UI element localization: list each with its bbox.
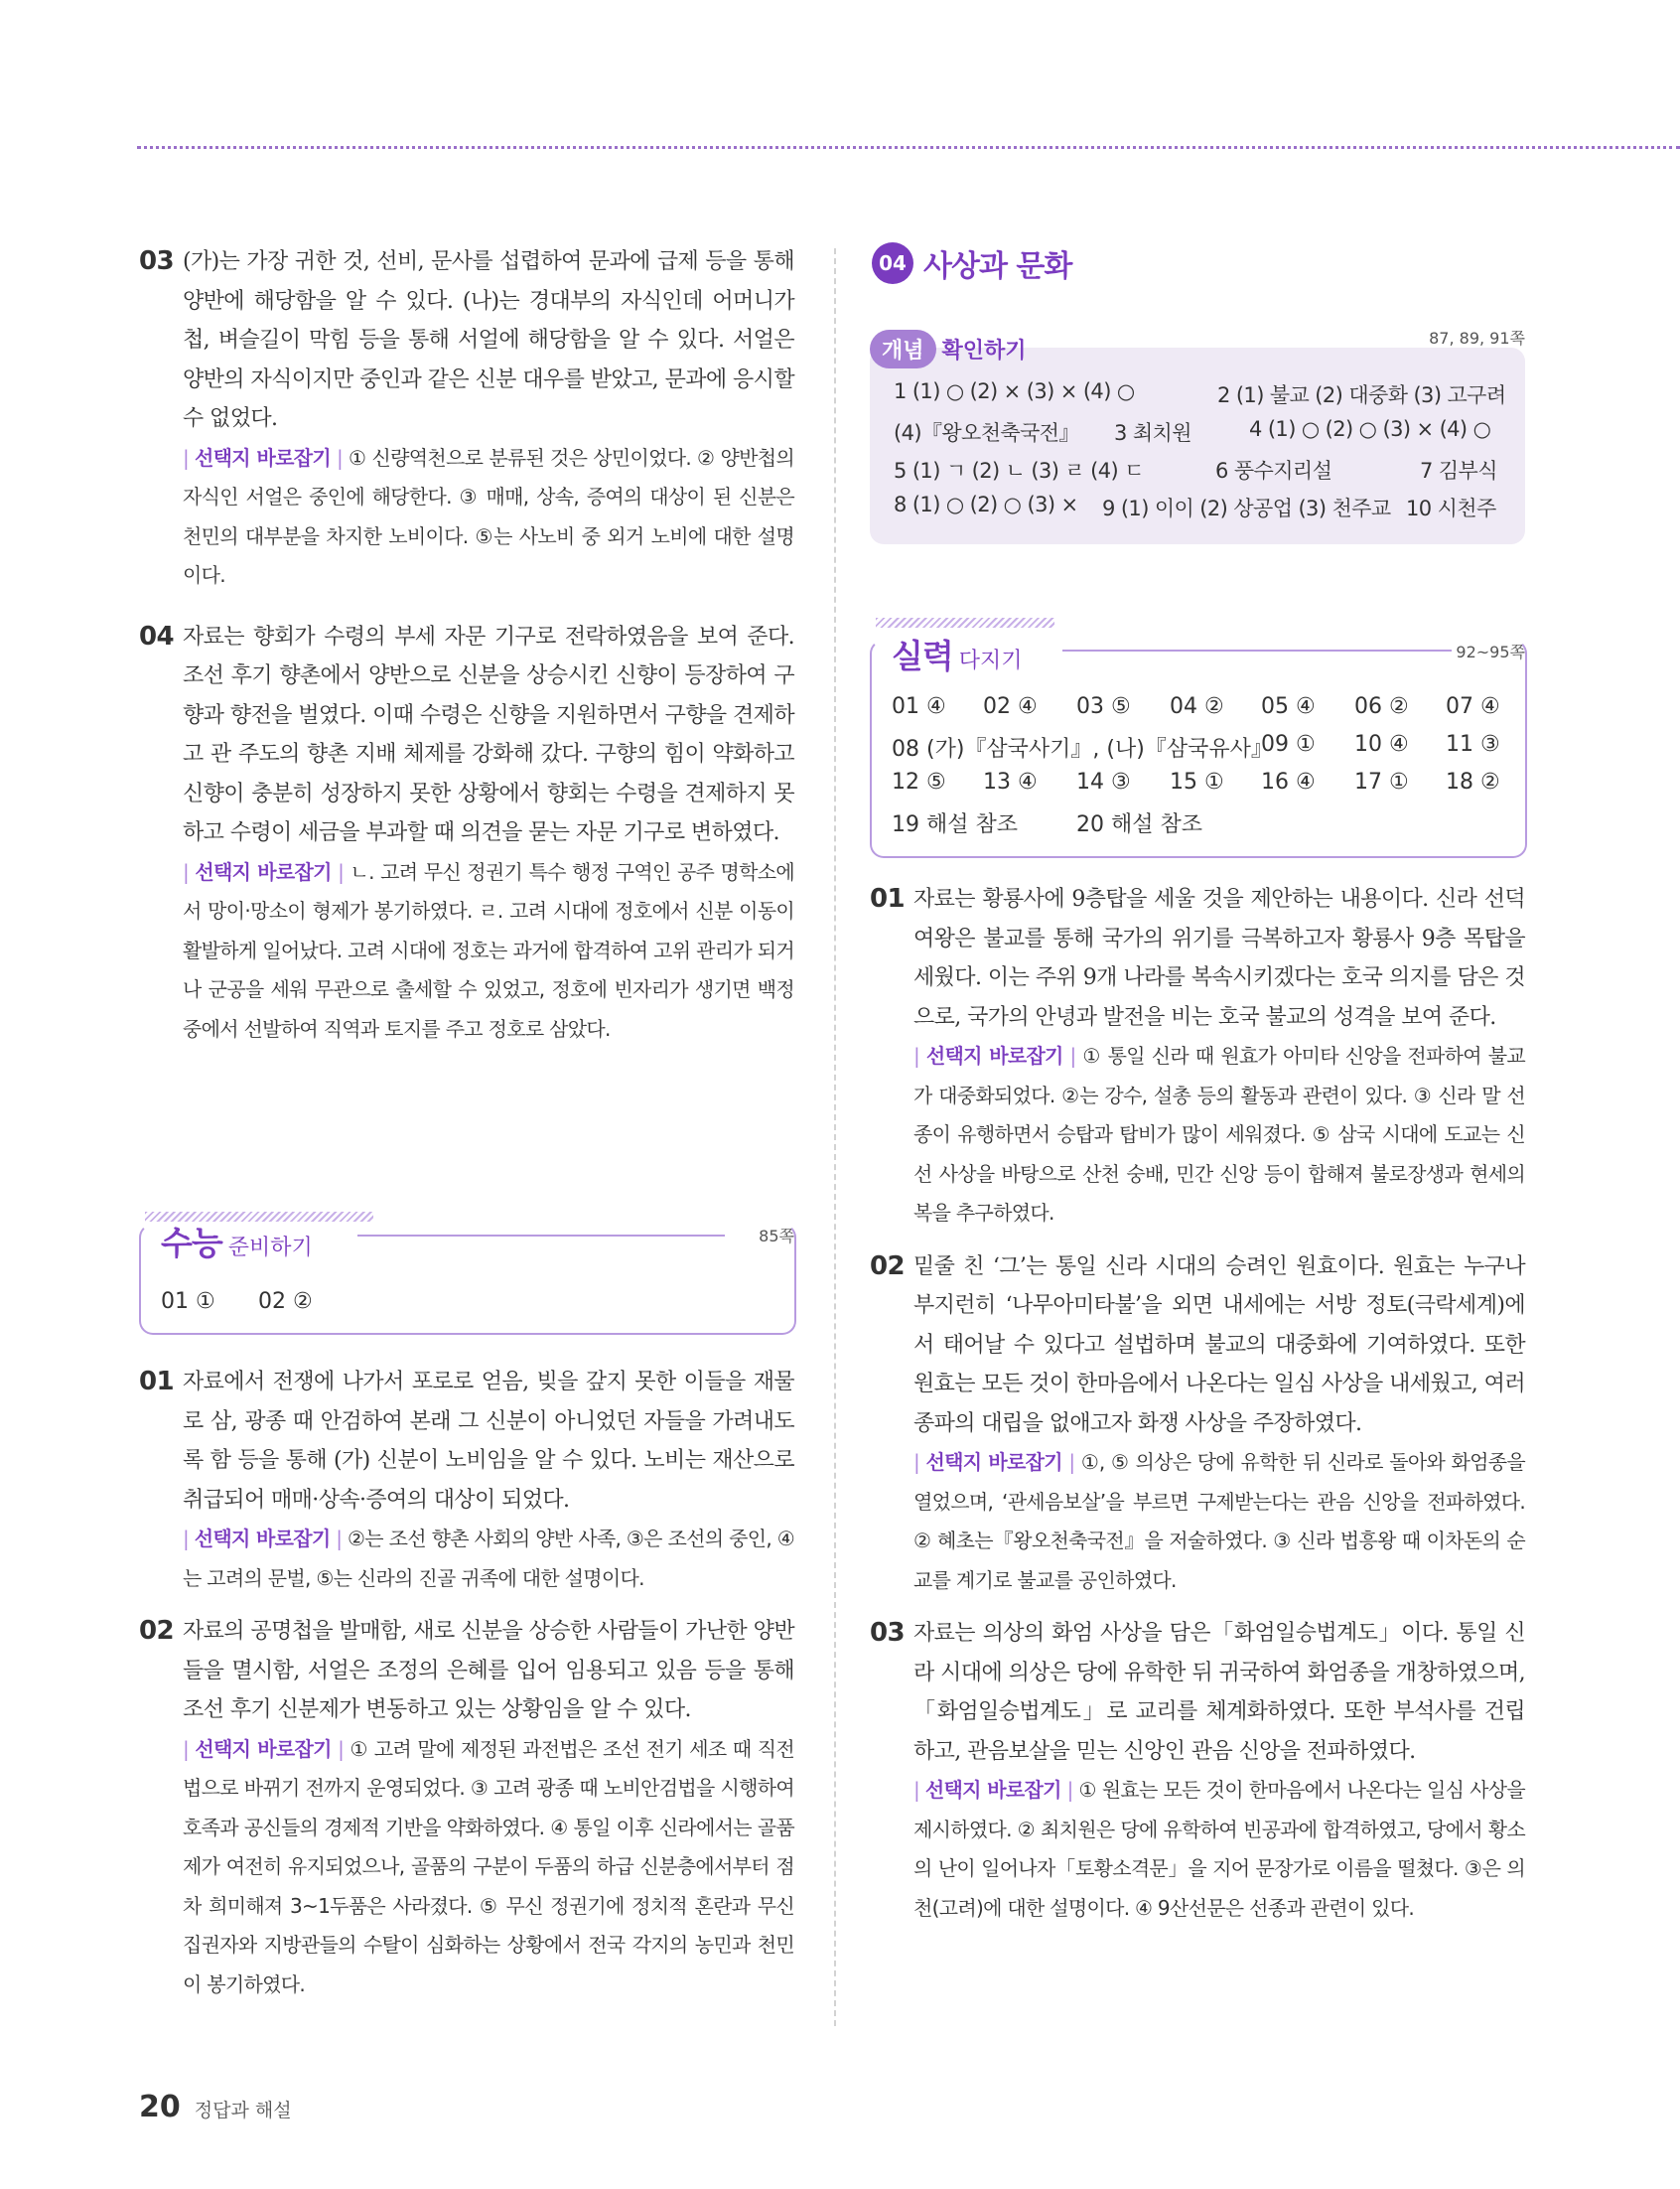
hatch-decoration	[876, 618, 1054, 628]
skill-answer: 09 ①	[1261, 732, 1316, 757]
page-number: 20	[139, 2090, 181, 2124]
choice-correction-text: ① 고려 말에 제정된 과전법은 조선 전기 세조 때 직전법으로 바뀌기 전까지 운영되었다. ③ 고려 광종 때 노비안검법을 시행하여 호족과 공신들의 경제적 기반을 약화하였다. ④ 통일 이후 신라에서는 골품제가 여전히 유지되었으나, 골품의 구분이 두품의 하급 신분층에서부터 점차 희미해져 3~1두품은 사라졌다. ⑤ 무신 정권기에 정치적 혼란과 무신 집권자와 지방관들의 수탈이 심화하는 상황에서 전국 각지의 농민과 천민이 봉기하였다.	[183, 1736, 795, 1996]
suneung-explanations	[139, 1363, 794, 2004]
concept-title	[870, 324, 1027, 373]
answer-explanation	[870, 1614, 1525, 1771]
question-number: 03	[139, 246, 174, 276]
section-title: 사상과 문화	[923, 249, 1072, 284]
explanation-text: 자료에서 전쟁에 나가서 포로로 얻음, 빚을 갚지 못한 이들을 재물로 삼, 광종 때 안검하여 본래 그 신분이 아니었던 자들을 가려내도록 함 등을 통해 (가) 신분이 노비임을 알 수 있다. 노비는 재산으로 취급되어 매매·상속·증여의 대상이 되었다.	[183, 1370, 794, 1513]
skill-answer: 02 ④	[983, 694, 1038, 719]
answer-item	[870, 880, 1525, 1234]
answer-explanation	[139, 618, 794, 853]
choice-correction-tag: 선택지 바로잡기	[195, 859, 332, 884]
concept-answer: 5 (1) ㄱ (2) ㄴ (3) ㄹ (4) ㄷ	[894, 459, 1144, 483]
section-heading	[872, 241, 1071, 285]
concept-answer: 2 (1) 불교 (2) 대중화 (3) 고구려	[1217, 383, 1506, 407]
skill-answer: 17 ①	[1354, 770, 1409, 795]
skill-answer: 20 해설 참조	[1076, 812, 1202, 837]
skill-answer: 13 ④	[983, 770, 1038, 795]
choice-correction: | 선택지 바로잡기 | ① 고려 말에 제정된 과전법은 조선 전기 세조 때 직전법으로 바뀌기 전까지 운영되었다. ③ 고려 광종 때 노비안검법을 시행하여 호족과 공신들의 경제적 기반을 약화하였다. ④ 통일 이후 신라에서는 골품제가 여전히 유지되었으나, 골품의 구분이 두품의 하급 신분층에서부터 점차 희미해져 3~1두품은 사라졌다. ⑤ 무신 정권기에 정치적 혼란과 무신 집권자와 지방관들의 수탈이 심화하는 상황에서 전국 각지의 농민과 천민이 봉기하였다.	[183, 1736, 795, 1996]
suneung-answer: 02 ②	[258, 1289, 313, 1314]
skill-answer: 18 ②	[1446, 770, 1500, 795]
choice-correction: | 선택지 바로잡기 | ① 신량역천으로 분류된 것은 상민이었다. ② 양반첩의 자식인 서얼은 중인에 해당한다. ③ 매매, 상속, 증여의 대상이 된 신분은 천민의 대부분을 차지한 노비이다. ⑤는 사노비 중 외거 노비에 대한 설명이다.	[183, 445, 795, 587]
question-number: 02	[139, 1616, 174, 1646]
concept-answer: 10 시천주	[1406, 497, 1496, 520]
skill-answer: 04 ②	[1170, 694, 1224, 719]
explanation-text: 자료는 의상의 화엄 사상을 담은「화엄일승법계도」이다. 통일 신라 시대에 의상은 당에 유학한 뒤 귀국하여 화엄종을 개창하였으며,「화엄일승법계도」로 교리를 체계화하였다. 또한 부석사를 건립하고, 관음보살을 믿는 신앙인 관음 신앙을 전파하였다.	[913, 1621, 1525, 1764]
choice-correction-tag: 선택지 바로잡기	[924, 1778, 1061, 1802]
footer-label: 정답과 해설	[194, 2100, 292, 2121]
right-answer-block	[870, 880, 1525, 1928]
choice-correction-text: ①, ⑤ 의상은 당에 유학한 뒤 신라로 돌아와 화엄종을 열었으며, ‘관세음보살’을 부르면 구제받는다는 관음 신앙을 전파하였다. ② 혜초는『왕오천축국전』을 저술하였다. ③ 신라 법흥왕 때 이차돈의 순교를 계기로 불교를 공인하였다.	[913, 1450, 1525, 1592]
skill-title-sub: 다지기	[958, 649, 1023, 673]
choice-correction-tag: 선택지 바로잡기	[195, 1736, 332, 1761]
skill-answer: 06 ②	[1354, 694, 1409, 719]
explanation-text: 밑줄 친 ‘그’는 통일 신라 시대의 승려인 원효이다. 원효는 누구나 부지런히 ‘나무아미타불’을 외면 내세에는 서방 정토(극락세계)에서 태어날 수 있다고 설법하며 불교의 대중화에 기여하였다. 또한 원효는 모든 것이 한마음에서 나온다는 일심 사상을 내세웠고, 여러 종파의 대립을 없애고자 화쟁 사상을 주장하였다.	[913, 1253, 1525, 1436]
top-dotted-rule	[137, 146, 1680, 149]
answer-explanation	[870, 1247, 1525, 1444]
choice-correction-tag: 선택지 바로잡기	[925, 1450, 1062, 1474]
concept-answer: 9 (1) 이이 (2) 상공업 (3) 천주교	[1102, 497, 1391, 520]
skill-answer: 03 ⑤	[1076, 694, 1131, 719]
question-number: 04	[139, 621, 174, 652]
explanation-text: (가)는 가장 귀한 것, 선비, 문사를 섭렵하여 문과에 급제 등을 통해 양반에 해당함을 알 수 있다. (나)는 경대부의 자식인데 어머니가 첩, 벼슬길이 막힘 등을 통해 서얼에 해당함을 알 수 있다. 서얼은 양반의 자식이지만 중인과 같은 신분 대우를 받았고, 문과에 응시할 수 없었다.	[183, 249, 794, 431]
answer-item	[139, 618, 794, 1050]
suneung-title-sub: 준비하기	[227, 1236, 313, 1260]
choice-correction: | 선택지 바로잡기 | ②는 조선 향촌 사회의 양반 사족, ③은 조선의 중인, ④는 고려의 문벌, ⑤는 신라의 진골 귀족에 대한 설명이다.	[183, 1527, 794, 1590]
concept-answer: 8 (1) ○ (2) ○ (3) ×	[894, 493, 1078, 516]
suneung-answer: 01 ①	[161, 1289, 215, 1314]
question-number: 01	[139, 1367, 174, 1396]
concept-answer: 4 (1) ○ (2) ○ (3) × (4) ○	[1249, 417, 1491, 441]
answer-explanation	[139, 1612, 794, 1730]
choice-correction-text: ① 원효는 모든 것이 한마음에서 나온다는 일심 사상을 제시하였다. ② 최치원은 당에 유학하여 빈공과에 합격하였고, 당에서 황소의 난이 일어나자「토황소격문」을 지어 문장가로 이름을 떨쳤다. ③은 의천(고려)에 대한 설명이다. ④ 9산선문은 선종과 관련이 있다.	[913, 1778, 1525, 1920]
skill-title-main: 실력	[892, 637, 953, 675]
choice-correction: | 선택지 바로잡기 | ① 원효는 모든 것이 한마음에서 나온다는 일심 사상을 제시하였다. ② 최치원은 당에 유학하여 빈공과에 합격하였고, 당에서 황소의 난이 일어나자「토황소격문」을 지어 문장가로 이름을 떨쳤다. ③은 의천(고려)에 대한 설명이다. ④ 9산선문은 선종과 관련이 있다.	[913, 1778, 1525, 1920]
concept-pill: 개념	[870, 330, 936, 368]
skill-answer: 12 ⑤	[892, 770, 946, 795]
skill-answer: 10 ④	[1354, 732, 1409, 757]
choice-correction-tag: 선택지 바로잡기	[194, 1527, 331, 1550]
question-number: 01	[870, 884, 905, 914]
column-divider	[834, 248, 836, 2026]
skill-answer: 16 ④	[1261, 770, 1316, 795]
choice-correction-text: ②는 조선 향촌 사회의 양반 사족, ③은 조선의 중인, ④는 고려의 문벌, ⑤는 신라의 진골 귀족에 대한 설명이다.	[183, 1527, 794, 1590]
choice-correction: | 선택지 바로잡기 | ① 통일 신라 때 원효가 아미타 신앙을 전파하여 불교가 대중화되었다. ②는 강수, 설총 등의 활동과 관련이 있다. ③ 신라 말 선종이 유행하면서 승탑과 탑비가 많이 세워졌다. ⑤ 삼국 시대에 도교는 신선 사상을 바탕으로 산천 숭배, 민간 신앙 등이 합해져 불로장생과 현세의 복을 추구하였다.	[913, 1044, 1525, 1225]
skill-answer: 19 해설 참조	[892, 812, 1018, 837]
page-footer	[139, 2090, 292, 2124]
question-number: 02	[870, 1250, 905, 1281]
skill-header-line	[1062, 650, 1452, 652]
skill-answer: 15 ①	[1170, 770, 1224, 795]
answer-item	[870, 1247, 1525, 1601]
concept-answer: 1 (1) ○ (2) × (3) × (4) ○	[894, 379, 1135, 403]
answer-explanation	[870, 880, 1525, 1037]
explanation-text: 자료는 황룡사에 9층탑을 세울 것을 제안하는 내용이다. 신라 선덕 여왕은 불교를 통해 국가의 위기를 극복하고자 황룡사 9층 목탑을 세웠다. 이는 주위 9개 나라를 복속시키겠다는 호국 의지를 담은 것으로, 국가의 안녕과 발전을 비는 호국 불교의 성격을 보여 준다.	[913, 887, 1525, 1030]
explanation-text: 자료는 향회가 수령의 부세 자문 기구로 전락하였음을 보여 준다. 조선 후기 향촌에서 양반으로 신분을 상승시킨 신향이 등장하여 구향과 향전을 벌였다. 이때 수령은 신향을 지원하면서 구향을 견제하고 관 주도의 향촌 지배 체제를 강화해 갔다. 구향의 힘이 약화하고 신향이 충분히 성장하지 못한 상황에서 향회는 수령을 견제하지 못하고 수령이 세금을 부과할 때 의견을 묻는 자문 기구로 변하였다.	[183, 624, 794, 845]
skill-answer: 14 ③	[1076, 770, 1131, 795]
left-answer-block	[139, 242, 794, 1049]
concept-pages: 87, 89, 91쪽	[1429, 329, 1525, 348]
suneung-pages: 85쪽	[759, 1227, 794, 1245]
concept-answer: 3 최치원	[1114, 421, 1191, 445]
skill-answer: 01 ④	[892, 694, 946, 719]
concept-answer: 7 김부식	[1420, 459, 1497, 483]
concept-answer: 6 풍수지리설	[1215, 459, 1332, 483]
choice-correction: | 선택지 바로잡기 | ①, ⑤ 의상은 당에 유학한 뒤 신라로 돌아와 화엄종을 열었으며, ‘관세음보살’을 부르면 구제받는다는 관음 신앙을 전파하였다. ② 혜초는『왕오천축국전』을 저술하였다. ③ 신라 법흥왕 때 이차돈의 순교를 계기로 불교를 공인하였다.	[913, 1450, 1525, 1592]
choice-correction-tag: 선택지 바로잡기	[195, 445, 331, 470]
answer-explanation	[139, 1363, 794, 1520]
choice-correction-text: ① 통일 신라 때 원효가 아미타 신앙을 전파하여 불교가 대중화되었다. ②는 강수, 설총 등의 활동과 관련이 있다. ③ 신라 말 선종이 유행하면서 승탑과 탑비가 많이 세워졌다. ⑤ 삼국 시대에 도교는 신선 사상을 바탕으로 산천 숭배, 민간 신앙 등이 합해져 불로장생과 현세의 복을 추구하였다.	[913, 1044, 1525, 1225]
skill-title	[892, 631, 1023, 677]
answer-item	[139, 242, 794, 596]
skill-pages: 92~95쪽	[1456, 643, 1525, 661]
skill-answer: 07 ④	[1446, 694, 1500, 719]
answer-explanation	[139, 242, 794, 439]
concept-subtitle: 확인하기	[941, 338, 1027, 364]
skill-answer: 08 (가)『삼국사기』, (나)『삼국유사』	[892, 737, 1273, 762]
suneung-title	[161, 1218, 313, 1264]
suneung-title-main: 수능	[161, 1224, 222, 1262]
skill-answer: 05 ④	[1261, 694, 1316, 719]
concept-answer: (4)『왕오천축국전』	[894, 421, 1079, 445]
choice-correction-text: ㄴ. 고려 무신 정권기 특수 행정 구역인 공주 명학소에서 망이·망소이 형제가 봉기하였다. ㄹ. 고려 시대에 정호에서 신분 이동이 활발하게 일어났다. 고려 시대에 정호는 과거에 합격하여 고위 관리가 되거나 군공을 세워 무관으로 출세할 수 있었고, 정호에 빈자리가 생기면 백정 중에서 선발하여 직역과 토지를 주고 정호로 삼았다.	[183, 859, 795, 1041]
answer-item	[139, 1363, 794, 1598]
suneung-header-line	[357, 1235, 725, 1237]
choice-correction-tag: 선택지 바로잡기	[925, 1044, 1063, 1068]
skill-answer: 11 ③	[1446, 732, 1500, 757]
choice-correction: | 선택지 바로잡기 | ㄴ. 고려 무신 정권기 특수 행정 구역인 공주 명학소에서 망이·망소이 형제가 봉기하였다. ㄹ. 고려 시대에 정호에서 신분 이동이 활발하게 일어났다. 고려 시대에 정호는 과거에 합격하여 고위 관리가 되거나 군공을 세워 무관으로 출세할 수 있었고, 정호에 빈자리가 생기면 백정 중에서 선발하여 직역과 토지를 주고 정호로 삼았다.	[183, 859, 795, 1041]
section-number-badge: 04	[872, 242, 913, 284]
answer-item	[139, 1612, 794, 2004]
explanation-text: 자료의 공명첩을 발매함, 새로 신분을 상승한 사람들이 가난한 양반들을 멸시함, 서얼은 조정의 은혜를 입어 임용되고 있음 등을 통해 조선 후기 신분제가 변동하고 있는 상황임을 알 수 있다.	[183, 1619, 794, 1722]
choice-correction-text: ① 신량역천으로 분류된 것은 상민이었다. ② 양반첩의 자식인 서얼은 중인에 해당한다. ③ 매매, 상속, 증여의 대상이 된 신분은 천민의 대부분을 차지한 노비이다. ⑤는 사노비 중 외거 노비에 대한 설명이다.	[183, 445, 795, 587]
answer-item	[870, 1614, 1525, 1928]
question-number: 03	[870, 1618, 905, 1648]
